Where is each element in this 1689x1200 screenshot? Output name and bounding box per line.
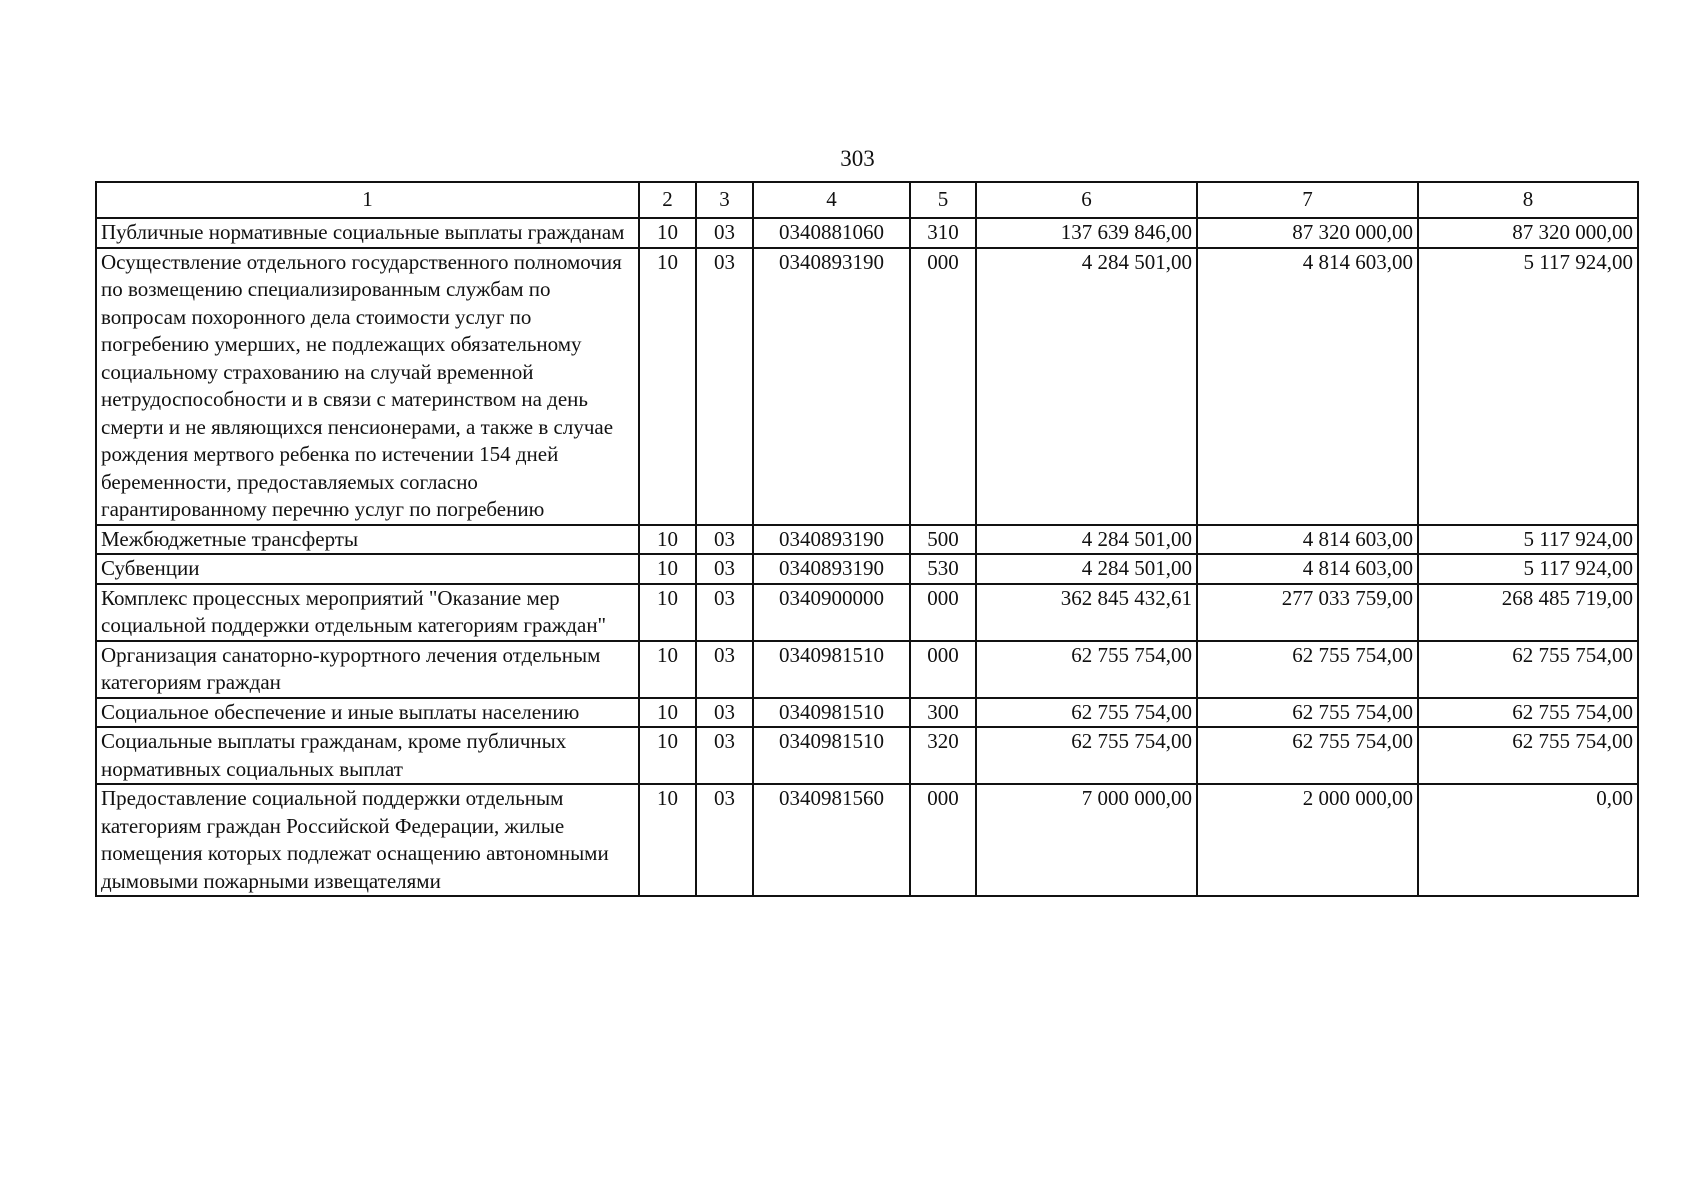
row-target-article: 0340893190: [753, 248, 910, 525]
row-expense-type: 300: [910, 698, 976, 728]
row-amount-6: 4 284 501,00: [976, 554, 1197, 584]
row-amount-6: 7 000 000,00: [976, 784, 1197, 896]
row-amount-7: 4 814 603,00: [1197, 248, 1418, 525]
header-row: [96, 182, 1638, 218]
header-col-6: 6: [976, 182, 1197, 218]
row-subsection: 03: [696, 784, 753, 896]
row-name: Социальное обеспечение и иные выплаты населению: [96, 698, 639, 728]
row-name: Публичные нормативные социальные выплаты гражданам: [96, 218, 639, 248]
row-amount-7: 87 320 000,00: [1197, 218, 1418, 248]
row-amount-8: 268 485 719,00: [1418, 584, 1638, 641]
row-section: 10: [639, 784, 696, 896]
row-amount-6: 137 639 846,00: [976, 218, 1197, 248]
header-col-4: 4: [753, 182, 910, 218]
row-amount-6: 4 284 501,00: [976, 248, 1197, 525]
row-target-article: 0340981510: [753, 641, 910, 698]
row-amount-6: 4 284 501,00: [976, 525, 1197, 555]
row-amount-7: 62 755 754,00: [1197, 727, 1418, 784]
table-row: [96, 784, 1638, 896]
header-col-8: 8: [1418, 182, 1638, 218]
row-expense-type: 000: [910, 784, 976, 896]
row-subsection: 03: [696, 727, 753, 784]
row-target-article: 0340881060: [753, 218, 910, 248]
row-amount-7: 4 814 603,00: [1197, 525, 1418, 555]
row-target-article: 0340893190: [753, 554, 910, 584]
table-row: [96, 248, 1638, 525]
row-section: 10: [639, 525, 696, 555]
row-amount-7: 4 814 603,00: [1197, 554, 1418, 584]
row-amount-7: 62 755 754,00: [1197, 641, 1418, 698]
row-subsection: 03: [696, 218, 753, 248]
row-amount-6: 62 755 754,00: [976, 727, 1197, 784]
table-row: [96, 554, 1638, 584]
row-section: 10: [639, 584, 696, 641]
row-name: Осуществление отдельного государственного полномочия по возмещению специализированным службам по вопросам похоронного дела стоимости услуг по погребению умерших, не подлежащих обязательному социальному страхованию на случай временной нетрудоспособности и в связи с материнством на день смерти и не являющихся пенсионерами, а также в случае рождения мертвого ребенка по истечении 154 дней беременности, предоставляемых согласно гарантированному перечню услуг по погребению: [96, 248, 639, 525]
row-amount-6: 362 845 432,61: [976, 584, 1197, 641]
row-expense-type: 000: [910, 641, 976, 698]
header-col-7: 7: [1197, 182, 1418, 218]
row-subsection: 03: [696, 698, 753, 728]
page-number: 303: [840, 146, 875, 171]
table-row: [96, 218, 1638, 248]
row-name: Комплекс процессных мероприятий "Оказание мер социальной поддержки отдельным категориям граждан": [96, 584, 639, 641]
row-amount-8: 5 117 924,00: [1418, 554, 1638, 584]
header-col-3: 3: [696, 182, 753, 218]
row-expense-type: 320: [910, 727, 976, 784]
table-row: [96, 525, 1638, 555]
row-name: Межбюджетные трансферты: [96, 525, 639, 555]
row-amount-7: 62 755 754,00: [1197, 698, 1418, 728]
row-amount-6: 62 755 754,00: [976, 698, 1197, 728]
row-section: 10: [639, 698, 696, 728]
budget-table: [95, 181, 1639, 897]
header-col-1: 1: [96, 182, 639, 218]
row-subsection: 03: [696, 584, 753, 641]
row-amount-7: 2 000 000,00: [1197, 784, 1418, 896]
header-col-2: 2: [639, 182, 696, 218]
row-target-article: 0340981510: [753, 727, 910, 784]
row-section: 10: [639, 727, 696, 784]
row-name: Предоставление социальной поддержки отдельным категориям граждан Российской Федерации, жилые помещения которых подлежат оснащению автономными дымовыми пожарными извещателями: [96, 784, 639, 896]
row-name: Организация санаторно-курортного лечения отдельным категориям граждан: [96, 641, 639, 698]
row-expense-type: 530: [910, 554, 976, 584]
row-expense-type: 500: [910, 525, 976, 555]
row-section: 10: [639, 641, 696, 698]
row-amount-8: 62 755 754,00: [1418, 727, 1638, 784]
row-name: Субвенции: [96, 554, 639, 584]
row-expense-type: 000: [910, 248, 976, 525]
table-row: [96, 641, 1638, 698]
row-target-article: 0340893190: [753, 525, 910, 555]
row-amount-8: 0,00: [1418, 784, 1638, 896]
row-target-article: 0340981510: [753, 698, 910, 728]
row-amount-8: 5 117 924,00: [1418, 525, 1638, 555]
row-amount-8: 5 117 924,00: [1418, 248, 1638, 525]
row-target-article: 0340981560: [753, 784, 910, 896]
row-amount-7: 277 033 759,00: [1197, 584, 1418, 641]
row-subsection: 03: [696, 641, 753, 698]
row-expense-type: 310: [910, 218, 976, 248]
header-col-5: 5: [910, 182, 976, 218]
row-amount-8: 87 320 000,00: [1418, 218, 1638, 248]
row-subsection: 03: [696, 248, 753, 525]
row-section: 10: [639, 248, 696, 525]
row-section: 10: [639, 218, 696, 248]
row-amount-8: 62 755 754,00: [1418, 641, 1638, 698]
row-subsection: 03: [696, 554, 753, 584]
table-row: [96, 584, 1638, 641]
row-target-article: 0340900000: [753, 584, 910, 641]
table-row: [96, 698, 1638, 728]
table-row: [96, 727, 1638, 784]
row-expense-type: 000: [910, 584, 976, 641]
table-header: [96, 182, 1638, 218]
row-amount-6: 62 755 754,00: [976, 641, 1197, 698]
row-subsection: 03: [696, 525, 753, 555]
row-section: 10: [639, 554, 696, 584]
row-name: Социальные выплаты гражданам, кроме публичных нормативных социальных выплат: [96, 727, 639, 784]
row-amount-8: 62 755 754,00: [1418, 698, 1638, 728]
